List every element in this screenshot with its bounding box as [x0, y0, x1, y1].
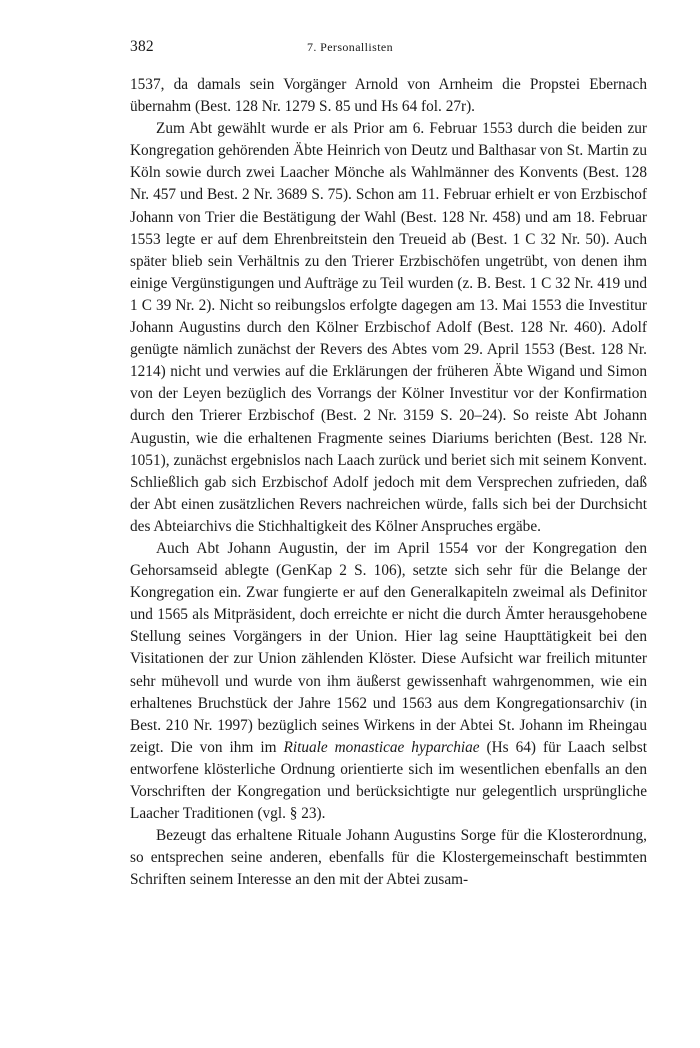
- paragraph-4: Bezeugt das erhaltene Rituale Johann Augustins Sorge für die Klosterordnung, so entsprechen seine anderen, ebenfalls für die Klostergemeinschaft bestimmten Schriften seinem Interesse an den mit der Abtei zusam-: [130, 827, 647, 889]
- page-header: [0, 38, 700, 62]
- body-text: [130, 74, 647, 891]
- page-number: 382: [130, 38, 154, 55]
- paragraph-2: Zum Abt gewählt wurde er als Prior am 6. Februar 1553 durch die beiden zur Kongregation gehörenden Äbte Heinrich von Deutz und Balthasar von St. Martin zu Köln sowie durch zwei Laacher Mönche als Wahlmänner des Konvents (Best. 128 Nr. 457 und Best. 2 Nr. 3689 S. 75). Schon am 11. Februar erhielt er von Erzbischof Johann von Trier die Bestätigung der Wahl (Best. 128 Nr. 458) und am 18. Februar 1553 legte er auf dem Ehrenbreitstein den Treueid ab (Best. 1 C 32 Nr. 50). Auch später blieb sein Verhältnis zu den Trierer Erzbischöfen ungetrübt, von denen ihm einige Vergünstigungen und Aufträge zu Teil wurden (z. B. Best. 1 C 32 Nr. 419 und 1 C 39 Nr. 2). Nicht so reibungslos erfolgte dagegen am 13. Mai 1553 die Investitur Johann Augustins durch den Kölner Erzbischof Adolf (Best. 128 Nr. 460). Adolf genügte nämlich zunächst der Revers des Abtes vom 29. April 1553 (Best. 128 Nr. 1214) nicht und verwies auf die Erklärungen der früheren Äbte Wigand und Simon von der Leyen bezüglich des Vorrangs der Kölner Investitur vor der Konfirmation durch den Trierer Erzbischof (Best. 2 Nr. 3159 S. 20–24). So reiste Abt Johann Augustin, wie die erhaltenen Fragmente seines Diariums berichten (Best. 128 Nr. 1051), zunächst ergebnislos nach Laach zurück und beriet sich mit seinem Konvent. Schließlich gab sich Erzbischof Adolf jedoch mit dem Versprechen zufrieden, daß der Abt einen zusätzlichen Revers nachreichen würde, falls sich bei der Durchsicht des Abteiarchivs die Stichhaltigkeit des Kölner Anspruches ergäbe.: [130, 120, 647, 535]
- paragraph-1: 1537, da damals sein Vorgänger Arnold von Arnheim die Propstei Ebernach übernahm (Best. 128 Nr. 1279 S. 85 und Hs 64 fol. 27r).: [130, 76, 647, 116]
- work-title-italic: Rituale monasticae hyparchiae: [283, 738, 480, 756]
- paragraph-3: [130, 538, 647, 825]
- paragraph-3-text-start: Auch Abt Johann Augustin, der im April 1554 vor der Kongregation den Gehorsamseid ablegte (GenKap 2 S. 106), setzte sich sehr für die Belange der Kongregation ein. Zwar fungierte er auf den Generalkapiteln zweimal als Definitor und 1565 als Mitpräsident, doch erreichte er nicht die durch Ämter herausgehobene Stellung seines Vorgängers in der Union. Hier lag seine Haupttätigkeit bei den Visitationen der zur Union zählenden Klöster. Diese Aufsicht war freilich mitunter sehr mühevoll und wurde von ihm äußerst gewissenhaft wahrgenommen, wie ein erhaltenes Bruchstück der Jahre 1562 und 1563 aus dem Kongregationsarchiv (in Best. 210 Nr. 1997) bezüglich seines Wirkens in der Abtei St. Johann im Rheingau zeigt. Die von ihm im: [130, 539, 647, 756]
- running-head: 7. Personallisten: [306, 40, 394, 54]
- paragraph-3-text-end: (Hs 64) für Laach selbst entworfene klösterliche Ordnung orientierte sich im wesentlichen ebenfalls an den Vorschriften der Kongregation und berücksichtigte nur gelegentlich ursprüngliche Laacher Traditionen (vgl. § 23).: [130, 738, 648, 823]
